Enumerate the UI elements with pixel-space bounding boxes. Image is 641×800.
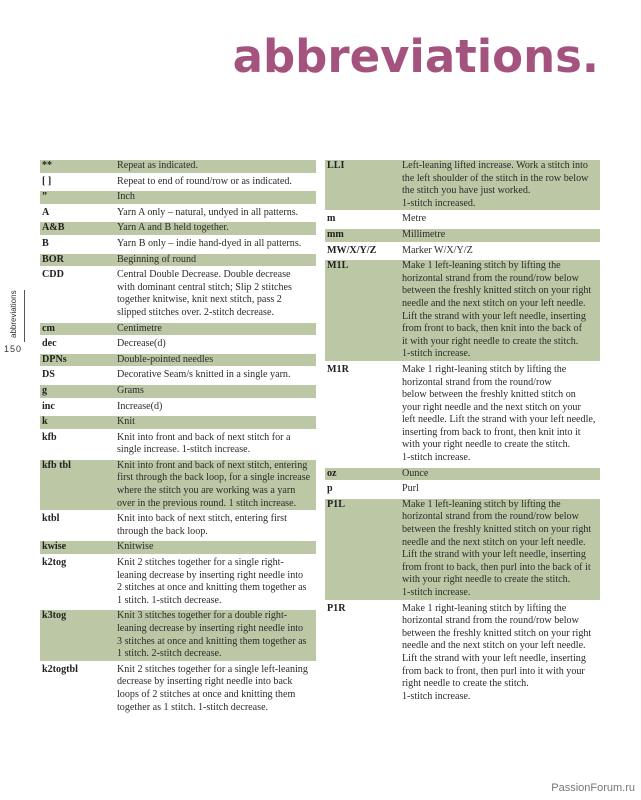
abbreviation-term: CDD [42, 269, 64, 281]
abbreviation-row [40, 254, 316, 267]
definition-line: leaning decrease by inserting right needle into [117, 569, 304, 581]
definition-line: Increase(d) [117, 400, 163, 412]
abbreviation-term: P1R [327, 602, 346, 614]
abbreviation-definition [117, 191, 316, 204]
definition-line: below between the freshly knitted stitch on [402, 389, 576, 401]
definition-line: first through the back loop, for a single increase [117, 472, 311, 484]
abbreviation-row [40, 269, 316, 319]
abbreviation-definition [117, 269, 316, 319]
abbreviation-term: B [42, 237, 49, 249]
definition-line: Decrease(d) [117, 338, 166, 350]
abbreviation-row [40, 238, 316, 251]
abbreviation-row [40, 401, 316, 414]
abbreviation-row [325, 229, 600, 242]
definition-line: Yarn B only – indie hand-dyed in all patterns. [117, 237, 302, 249]
definition-line: 1-stitch increase. [402, 690, 471, 702]
definition-line: 1-stitch increase. [402, 348, 471, 360]
definition-line: Knit 3 stitches together for a double right- [117, 610, 288, 622]
definition-line: 1 stitch. 2-stitch decrease. [117, 648, 222, 660]
definition-line: Make 1 left-leaning stitch by lifting the [402, 498, 561, 510]
abbreviation-definition [117, 369, 316, 382]
abbreviation-definition [402, 499, 600, 600]
abbreviation-term: k2tog [42, 557, 67, 569]
definition-line: 3 stitches at once and knitting them together as [117, 635, 307, 647]
definition-line: inserting from back to front, then knit into it [402, 426, 581, 438]
abbreviation-term: A [42, 206, 50, 218]
definition-line: between the freshly knitted stitch on your right [402, 627, 592, 639]
page-title: abbreviations. [232, 30, 599, 83]
abbreviation-definition [117, 432, 316, 457]
abbreviation-definition [117, 541, 316, 554]
definition-line: Knitwise [117, 541, 154, 553]
definition-line: Knit [117, 416, 135, 428]
definition-line: slipped stitches over. 2-stitch decrease. [117, 306, 274, 318]
abbreviation-definition [117, 207, 316, 220]
definition-line: Left-leaning lifted increase. Work a stitch into [402, 160, 588, 171]
abbreviation-definition [117, 385, 316, 398]
definition-line: leaning decrease by inserting right needle into [117, 623, 304, 634]
definition-line: 1-stitch increase. [402, 452, 471, 464]
abbreviation-definition [117, 354, 316, 367]
abbreviation-term: BOR [42, 253, 64, 265]
page-number: 150 [4, 344, 23, 354]
abbreviation-definition [117, 610, 316, 660]
abbreviation-term: kfb tbl [42, 459, 71, 471]
abbreviation-term: P1L [327, 498, 345, 510]
abbreviation-term: oz [327, 467, 337, 479]
abbreviation-row [40, 369, 316, 382]
definition-line: needle and the next stitch on your left needle. [402, 640, 586, 652]
abbreviation-row [325, 499, 600, 600]
definition-line: with your right needle to create the stitch. [402, 439, 571, 451]
abbreviation-term: p [327, 483, 333, 495]
abbreviation-row [40, 207, 316, 220]
abbreviation-term: A&B [42, 222, 65, 234]
abbreviation-definition [117, 664, 316, 714]
abbreviation-term: kfb [42, 431, 57, 443]
abbreviation-row [40, 664, 316, 714]
definition-line: Decorative Seam/s knitted in a single yarn. [117, 369, 291, 381]
abbreviations-column-left [40, 160, 316, 717]
definition-line: Lift the strand with your left needle, inserting [402, 310, 586, 322]
definition-line: horizontal strand from the round/row below [402, 615, 579, 627]
abbreviation-definition [117, 160, 316, 173]
definition-line: with your right needle to create the stitch. [402, 574, 571, 586]
abbreviation-definition [117, 416, 316, 429]
definition-line: 1-stitch increased. [402, 197, 476, 209]
definition-line: together as 1 stitch. 1-stitch decrease. [117, 701, 269, 713]
abbreviation-row [40, 176, 316, 189]
abbreviation-term: DS [42, 369, 55, 381]
definition-line: right needle to create the stitch. [402, 678, 529, 690]
definition-line: Make 1 right-leaning stitch by lifting the [402, 363, 567, 375]
definition-line: needle and the next stitch on your left needle. [402, 297, 586, 309]
definition-line: from back to front, then purl into it with your [402, 665, 585, 677]
abbreviation-row [325, 260, 600, 361]
definition-line: Purl [402, 483, 419, 495]
definition-line: Knit into back of next stitch, entering first [117, 513, 287, 525]
abbreviation-definition [117, 401, 316, 414]
abbreviation-row [40, 460, 316, 510]
abbreviation-row [325, 483, 600, 496]
definition-line: Centimetre [117, 322, 162, 334]
abbreviation-definition [402, 603, 600, 704]
definition-line: Yarn A only – natural, undyed in all patterns. [117, 206, 299, 218]
definition-line: Repeat as indicated. [117, 160, 198, 171]
definition-line: Lift the strand with your left needle, inserting [402, 549, 586, 561]
definition-line: Ounce [402, 467, 429, 479]
definition-line: loops of 2 stitches at once and knitting them [117, 688, 296, 700]
side-section-label: abbreviations [9, 290, 18, 338]
definition-line: through the back loop. [117, 525, 208, 537]
abbreviation-row [40, 160, 316, 173]
definition-line: 1 stitch. 1-stitch decrease. [117, 594, 222, 606]
definition-line: Knit 2 stitches together for a single left-leaning [117, 663, 308, 675]
definition-line: Repeat to end of round/row or as indicated. [117, 175, 292, 187]
abbreviation-term: g [42, 384, 48, 396]
abbreviation-row [325, 364, 600, 465]
definition-line: over in the previous round. 1 stitch increase. [117, 497, 297, 509]
definition-line: your right needle and the next stitch on your [402, 401, 581, 413]
definition-line: Yarn A and B held together. [117, 222, 229, 234]
definition-line: 1-stitch increase. [402, 587, 471, 598]
abbreviation-term: M1L [327, 260, 349, 272]
definition-line: Inch [117, 191, 135, 203]
abbreviation-row [40, 385, 316, 398]
definition-line: Millimetre [402, 228, 446, 240]
abbreviation-term: ktbl [42, 513, 60, 525]
abbreviation-row [325, 468, 600, 481]
abbreviation-term: ” [42, 191, 48, 203]
abbreviation-row [40, 513, 316, 538]
definition-line: Grams [117, 384, 144, 396]
abbreviation-definition [402, 483, 600, 496]
abbreviation-definition [117, 238, 316, 251]
definition-line: Beginning of round [117, 253, 197, 265]
definition-line: Make 1 left-leaning stitch by lifting the [402, 260, 561, 272]
definition-line: from front to back, then knit into the back of [402, 323, 582, 335]
definition-line: between the freshly knitted stitch on your right [402, 285, 592, 297]
abbreviation-definition [402, 260, 600, 361]
abbreviation-term: DPNs [42, 353, 67, 365]
abbreviation-definition [117, 338, 316, 351]
abbreviation-definition [117, 460, 316, 510]
definition-line: Knit into front and back of next stitch, entering [117, 459, 308, 471]
abbreviation-row [40, 354, 316, 367]
abbreviation-term: inc [42, 400, 55, 412]
abbreviation-term: MW/X/Y/Z [327, 244, 377, 256]
abbreviation-row [40, 222, 316, 235]
abbreviation-term: LLI [327, 160, 345, 171]
definition-line: horizontal strand from the round/row below [402, 272, 579, 284]
definition-line: 2 stitches at once and knitting them together as [117, 582, 307, 594]
definition-line: Knit 2 stitches together for a single right- [117, 557, 284, 569]
abbreviation-definition [402, 364, 600, 465]
definition-line: single increase. 1-stitch increase. [117, 444, 251, 456]
definition-line: with dominant central stitch; Slip 2 stitches [117, 281, 292, 293]
definition-line: decrease by inserting right needle into back [117, 676, 293, 688]
abbreviation-row [40, 541, 316, 554]
abbreviation-term: kwise [42, 541, 67, 553]
definition-line: together knitwise, knit next stitch, pass 2 [117, 294, 282, 306]
definition-line: the left shoulder of the stitch in the row below [402, 172, 589, 184]
definition-line: needle and the next stitch on your left needle. [402, 536, 586, 548]
abbreviation-row [40, 191, 316, 204]
definition-line: it with your right needle to create the stitch. [402, 335, 579, 347]
definition-line: Metre [402, 213, 427, 225]
abbreviation-definition [117, 513, 316, 538]
row-gap [40, 714, 316, 717]
abbreviation-term: m [327, 213, 336, 225]
row-gap [325, 703, 600, 706]
definition-line: Double-pointed needles [117, 353, 214, 365]
abbreviation-term: k3tog [42, 610, 67, 622]
abbreviation-term: k2togtbl [42, 663, 78, 675]
definition-line: Central Double Decrease. Double decrease [117, 269, 291, 281]
abbreviation-definition [402, 245, 600, 258]
definition-line: Lift the strand with your left needle, inserting [402, 652, 586, 664]
abbreviation-definition [117, 176, 316, 189]
definition-line: Make 1 right-leaning stitch by lifting the [402, 602, 567, 614]
abbreviation-definition [402, 160, 600, 210]
watermark: PassionForum.ru [551, 782, 635, 794]
abbreviation-term: [ ] [42, 175, 52, 187]
abbreviation-row [325, 245, 600, 258]
definition-line: left needle. Lift the strand with your left needle, [402, 414, 596, 426]
abbreviation-definition [117, 557, 316, 607]
abbreviation-row [40, 323, 316, 336]
side-divider [24, 290, 25, 342]
abbreviation-term: ** [42, 160, 53, 171]
abbreviation-definition [402, 213, 600, 226]
abbreviation-row [325, 603, 600, 704]
abbreviation-definition [402, 229, 600, 242]
definition-line: the stitch you have just worked. [402, 185, 531, 197]
abbreviation-row [40, 338, 316, 351]
abbreviation-row [40, 557, 316, 607]
abbreviation-term: M1R [327, 363, 349, 375]
abbreviation-row [325, 213, 600, 226]
definition-line: from front to back, then purl into the back of it [402, 561, 591, 573]
abbreviation-definition [117, 254, 316, 267]
abbreviation-row [40, 416, 316, 429]
abbreviation-term: mm [327, 228, 344, 240]
definition-line: horizontal strand from the round/row below [402, 511, 579, 523]
definition-line: between the freshly knitted stitch on your right [402, 524, 592, 536]
abbreviation-term: k [42, 416, 48, 428]
abbreviation-row [40, 610, 316, 660]
abbreviation-row [40, 432, 316, 457]
abbreviation-definition [402, 468, 600, 481]
abbreviations-column-right [325, 160, 600, 706]
definition-line: Knit into front and back of next stitch for a [117, 431, 291, 443]
definition-line: Marker W/X/Y/Z [402, 244, 473, 256]
abbreviation-definition [117, 222, 316, 235]
abbreviation-row [325, 160, 600, 210]
abbreviation-term: cm [42, 322, 55, 334]
definition-line: horizontal strand from the round/row [402, 376, 552, 388]
abbreviation-term: dec [42, 338, 57, 350]
definition-line: where the stitch you are working was a yarn [117, 485, 296, 497]
abbreviation-definition [117, 323, 316, 336]
